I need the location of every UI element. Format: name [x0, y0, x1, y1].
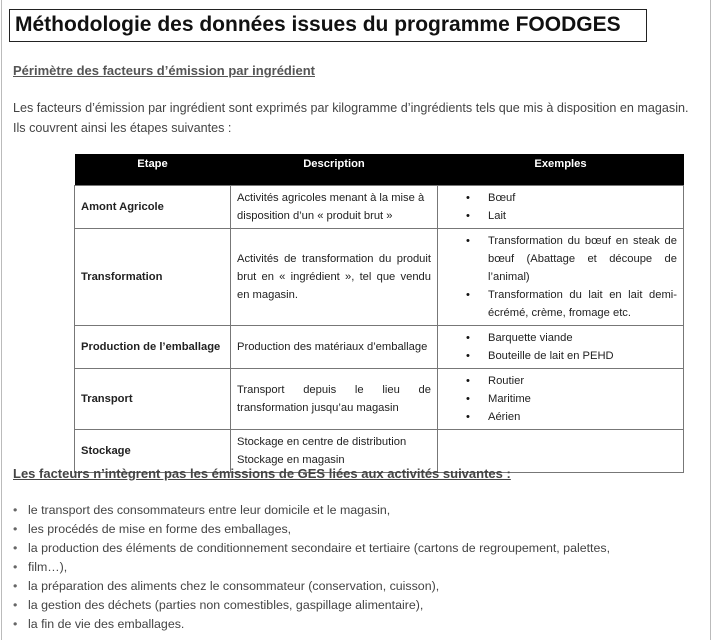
description-cell: [231, 228, 438, 325]
description-cell: [231, 368, 438, 429]
list-item: • les procédés de mise en forme des emballages,: [13, 520, 610, 539]
exemple-item: • Maritime: [448, 390, 677, 408]
column-header-etape: Etape: [75, 154, 231, 185]
table-row: [75, 228, 684, 325]
table-header-row: [75, 154, 684, 185]
exemples-cell: [438, 325, 684, 368]
exemple-item: • Aérien: [448, 408, 677, 426]
list-item: • film…),: [13, 558, 610, 577]
etape-cell: Transport: [75, 368, 231, 429]
etape-cell: Production de l’emballage: [75, 325, 231, 368]
etapes-table: [74, 154, 684, 473]
description-cell: [231, 325, 438, 368]
intro-line: Ils couvrent ainsi les étapes suivantes :: [13, 121, 232, 135]
intro-paragraph: [13, 98, 703, 138]
intro-line: Les facteurs d’émission par ingrédient sont exprimés par kilogramme d’ingrédients tels que mis à disposition en magasin.: [13, 101, 689, 115]
exemple-item: • Bœuf: [448, 189, 677, 207]
exemples-cell: [438, 185, 684, 228]
page-title: Méthodologie des données issues du programme FOODGES: [9, 9, 647, 42]
table-row: [75, 325, 684, 368]
exemple-item: • Routier: [448, 372, 677, 390]
list-item: • la production des éléments de conditionnement secondaire et tertiaire (cartons de regroupement, palettes,: [13, 539, 610, 558]
exemple-item: • Transformation du lait en lait demi-écrémé, crème, fromage etc.: [448, 286, 677, 322]
list-item: • la gestion des déchets (parties non comestibles, gaspillage alimentaire),: [13, 596, 610, 615]
etape-cell: Amont Agricole: [75, 185, 231, 228]
column-header-exemples: Exemples: [438, 154, 684, 185]
section-heading-perimetre: Périmètre des facteurs d’émission par ingrédient: [13, 63, 315, 78]
description-text: Stockage en centre de distribution: [237, 435, 407, 448]
description-text: Transport depuis le lieu de transformation jusqu’au magasin: [237, 383, 431, 414]
exemple-item: • Bouteille de lait en PEHD: [448, 347, 677, 365]
description-cell: [231, 185, 438, 228]
description-text: Production des matériaux d’emballage: [237, 340, 428, 353]
etape-cell: Stockage: [75, 429, 231, 472]
description-text: Activités agricoles menant à la mise à disposition d’un « produit brut »: [237, 191, 425, 222]
description-text: Stockage en magasin: [237, 453, 345, 466]
section-heading-exclusions: Les facteurs n’intègrent pas les émissions de GES liées aux activités suivantes :: [13, 466, 511, 481]
description-text: Activités de transformation du produit brut en « ingrédient », tel que vendu en magasin.: [237, 252, 431, 301]
table-row: [75, 368, 684, 429]
etape-cell: Transformation: [75, 228, 231, 325]
list-item: • le transport des consommateurs entre leur domicile et le magasin,: [13, 501, 610, 520]
exemple-item: • Barquette viande: [448, 329, 677, 347]
exemples-cell: [438, 228, 684, 325]
exemple-item: • Transformation du bœuf en steak de bœuf (Abattage et découpe de l’animal): [448, 232, 677, 286]
exclusions-list: [13, 501, 610, 634]
list-item: • la fin de vie des emballages.: [13, 615, 610, 634]
column-header-description: Description: [231, 154, 438, 185]
list-item: • la préparation des aliments chez le consommateur (conservation, cuisson),: [13, 577, 610, 596]
exemples-cell: [438, 368, 684, 429]
exemple-item: • Lait: [448, 207, 677, 225]
table-row: [75, 185, 684, 228]
